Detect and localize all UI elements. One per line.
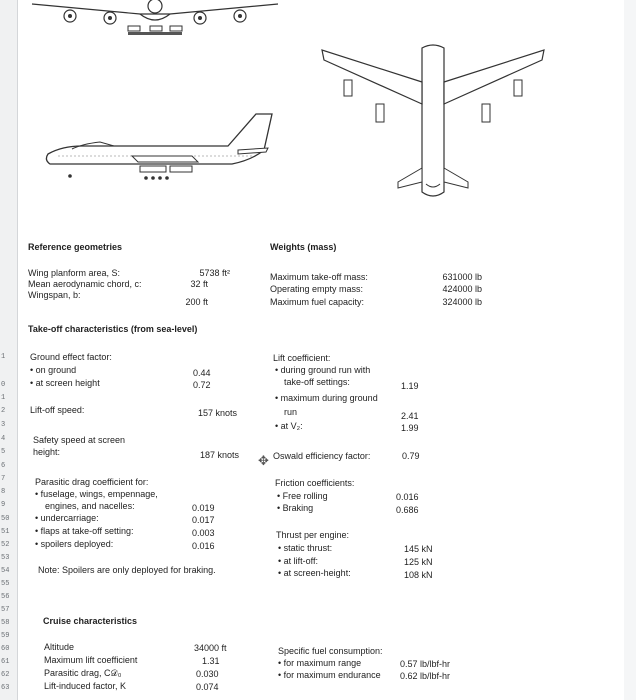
parasitic-spoilers-value: 0.016: [192, 541, 215, 551]
lift-max-ground-value: 2.41: [401, 411, 419, 421]
sfc-heading: Specific fuel consumption:: [278, 646, 383, 656]
cruise-cl-max-label: Maximum lift coefficient: [44, 655, 138, 665]
line-number: 63: [1, 684, 10, 692]
line-number: 0: [1, 381, 6, 389]
wing-area-value: 5738 ft²: [199, 268, 230, 278]
thrust-static-label: • static thrust:: [278, 543, 333, 553]
thrust-liftoff-value: 125 kN: [404, 557, 433, 567]
cruise-k-value: 0.074: [196, 682, 219, 692]
line-number: 53: [1, 554, 10, 562]
cruise-cd0-value: 0.030: [196, 669, 219, 679]
lift-takeoff-value: 1.19: [401, 381, 419, 391]
friction-braking-label: • Braking: [277, 503, 314, 513]
thrust-screen-height-label: • at screen-height:: [278, 568, 351, 578]
parasitic-fuselage-value: 0.019: [192, 503, 215, 513]
ground-effect-label: Ground effect factor:: [30, 352, 112, 362]
wing-area-label: Wing planform area, S:: [28, 268, 121, 278]
line-number: 61: [1, 658, 10, 666]
line-number: 9: [1, 501, 6, 509]
line-number: 54: [1, 567, 10, 575]
liftoff-speed-value: 157 knots: [198, 408, 238, 418]
liftoff-speed-label: Lift-off speed:: [30, 405, 85, 415]
line-number: 7: [1, 475, 6, 483]
line-number: 51: [1, 528, 10, 536]
lift-v2-label: • at V₂:: [275, 421, 303, 431]
oswald-value: 0.79: [402, 451, 420, 461]
line-number: 60: [1, 645, 10, 653]
sfc-range-value: 0.57 lb/lbf-hr: [400, 659, 451, 669]
parasitic-fuselage-label: • fuselage, wings, empennage,: [35, 489, 158, 499]
line-number-gutter: [0, 0, 18, 700]
line-number: 55: [1, 580, 10, 588]
cruise-cd0-label: Parasitic drag, C𝒟₀: [44, 668, 122, 678]
line-number: 8: [1, 488, 6, 496]
safety-speed-label-line2: height:: [33, 447, 61, 457]
sfc-range-label: • for maximum range: [278, 658, 362, 668]
parasitic-flaps-label: • flaps at take-off setting:: [35, 526, 134, 536]
line-number: 58: [1, 619, 10, 627]
aircraft-side-view-drawing: [42, 108, 278, 188]
line-number: 1: [1, 353, 6, 361]
line-number: 1: [1, 394, 6, 402]
line-number: 62: [1, 671, 10, 679]
parasitic-heading: Parasitic drag coefficient for:: [35, 477, 149, 487]
takeoff-heading: Take-off characteristics (from sea-level): [28, 324, 198, 334]
line-number: 2: [1, 407, 6, 415]
spoilers-note: Note: Spoilers are only deployed for braking.: [38, 565, 216, 575]
mac-label: Mean aerodynamic chord, c:: [28, 279, 142, 289]
wingspan-value: 200 ft: [185, 297, 208, 307]
ground-effect-on-ground-value: 0.44: [193, 368, 211, 378]
parasitic-undercarriage-value: 0.017: [192, 515, 215, 525]
friction-free-rolling-value: 0.016: [396, 492, 419, 502]
fuel-capacity-label: Maximum fuel capacity:: [270, 297, 365, 307]
lift-ground-run-label: • during ground run with: [275, 365, 371, 375]
ground-effect-on-ground-label: • on ground: [30, 365, 77, 375]
friction-braking-value: 0.686: [396, 505, 419, 515]
oem-label: Operating empty mass:: [270, 284, 364, 294]
parasitic-undercarriage-label: • undercarriage:: [35, 513, 99, 523]
line-number: 52: [1, 541, 10, 549]
safety-speed-value: 187 knots: [200, 450, 240, 460]
cruise-k-label: Lift-induced factor, K: [44, 681, 127, 691]
line-number: 56: [1, 593, 10, 601]
weights-heading: Weights (mass): [270, 242, 337, 252]
lift-run-label: run: [284, 407, 298, 417]
friction-free-rolling-label: • Free rolling: [277, 491, 328, 501]
ground-effect-screen-label: • at screen height: [30, 378, 100, 388]
cruise-heading: Cruise characteristics: [43, 616, 138, 626]
oem-value: 424000 lb: [442, 284, 482, 294]
ground-effect-screen-value: 0.72: [193, 380, 211, 390]
cruise-altitude-value: 34000 ft: [194, 643, 227, 653]
aircraft-front-view-drawing: [30, 0, 280, 40]
scroll-edge: [624, 0, 636, 700]
line-number: 6: [1, 462, 6, 470]
sfc-endurance-label: • for maximum endurance: [278, 670, 381, 680]
mtom-value: 631000 lb: [442, 272, 482, 282]
thrust-liftoff-label: • at lift-off:: [278, 556, 318, 566]
fuel-capacity-value: 324000 lb: [442, 297, 482, 307]
lift-max-ground-label: • maximum during ground: [275, 393, 378, 403]
move-cursor-icon: ✥: [258, 453, 269, 468]
line-number: 50: [1, 515, 10, 523]
mtom-label: Maximum take-off mass:: [270, 272, 368, 282]
cruise-cl-max-value: 1.31: [202, 656, 220, 666]
line-number: 5: [1, 448, 6, 456]
thrust-heading: Thrust per engine:: [276, 530, 350, 540]
thrust-screen-height-value: 108 kN: [404, 570, 433, 580]
cruise-altitude-label: Altitude: [44, 642, 75, 652]
sfc-endurance-value: 0.62 lb/lbf-hr: [400, 671, 451, 681]
parasitic-spoilers-label: • spoilers deployed:: [35, 539, 114, 549]
oswald-label: Oswald efficiency factor:: [273, 451, 371, 461]
aircraft-top-view-drawing: [318, 42, 548, 202]
safety-speed-label-line1: Safety speed at screen: [33, 435, 126, 445]
parasitic-flaps-value: 0.003: [192, 528, 215, 538]
thrust-static-value: 145 kN: [404, 544, 433, 554]
lift-takeoff-settings-label: take-off settings:: [284, 377, 350, 387]
line-number: 57: [1, 606, 10, 614]
lift-v2-value: 1.99: [401, 423, 419, 433]
line-number: 59: [1, 632, 10, 640]
wingspan-label: Wingspan, b:: [28, 290, 81, 300]
mac-value: 32 ft: [190, 279, 208, 289]
line-number: 4: [1, 435, 6, 443]
friction-heading: Friction coefficients:: [275, 478, 355, 488]
line-number: 3: [1, 421, 6, 429]
lift-coefficient-heading: Lift coefficient:: [273, 353, 331, 363]
reference-heading: Reference geometries: [28, 242, 123, 252]
parasitic-engines-label: engines, and nacelles:: [45, 501, 135, 511]
